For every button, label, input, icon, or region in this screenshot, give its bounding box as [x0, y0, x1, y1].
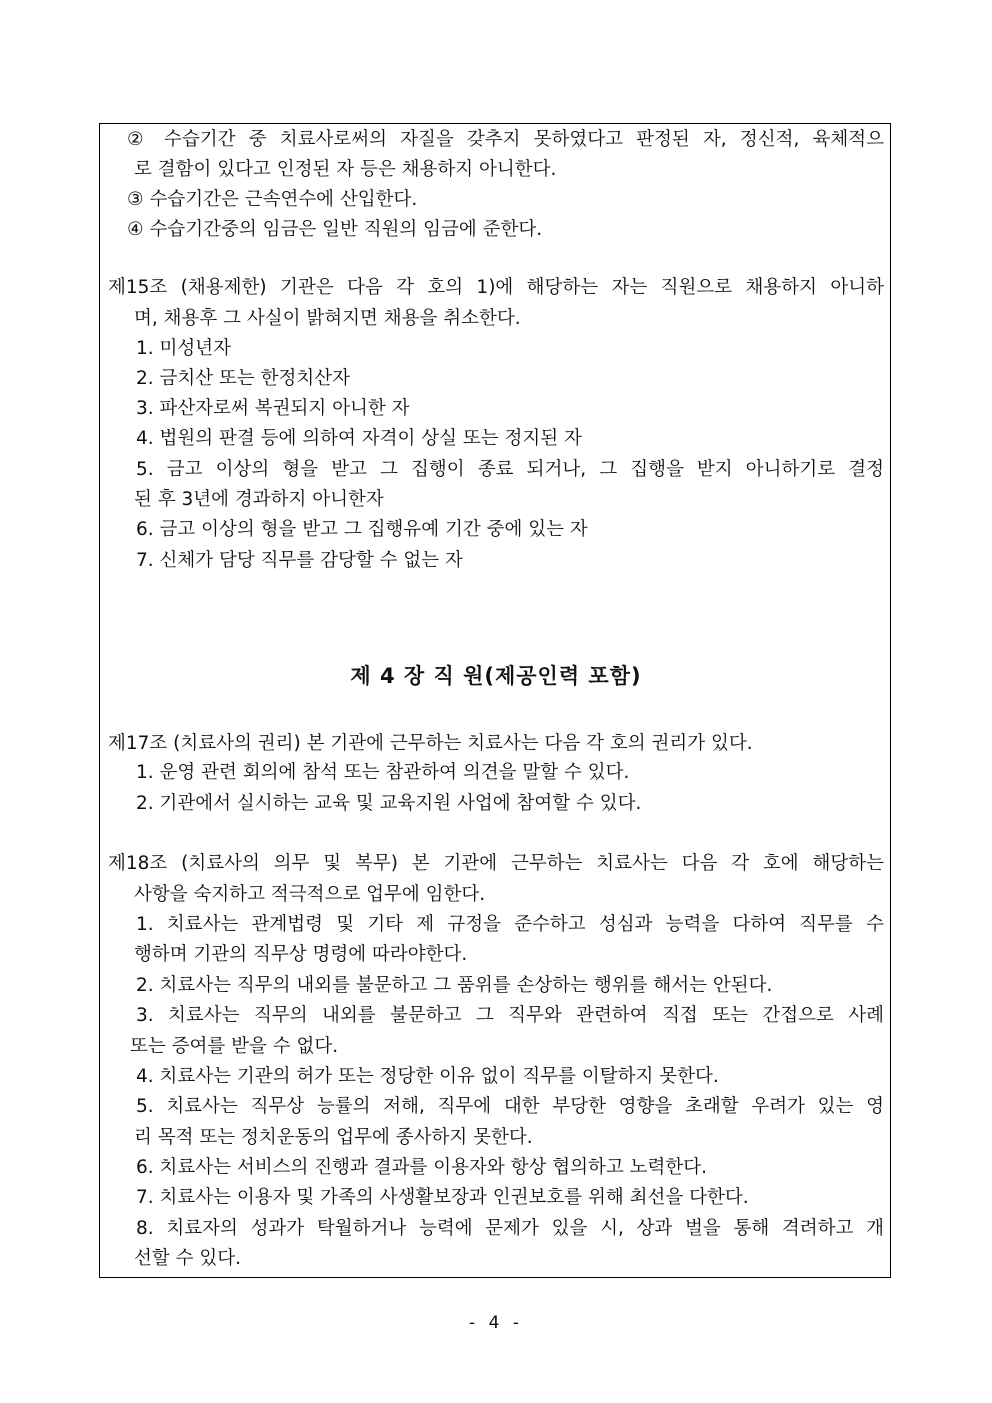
- article-18-title-line1: 제18조 (치료사의 의무 및 복무) 본 기관에 근무하는 치료사는 다음 각 호에 해당하는: [108, 853, 884, 874]
- article-18-item-3-line1: 3. 치료사는 직무의 내외를 불문하고 그 직무와 관련하여 직접 또는 간접으로 사례: [136, 1005, 884, 1026]
- chapter-heading: 제 4 장 직 원(제공인력 포함): [350, 664, 642, 688]
- article-15-item-7: 7. 신체가 담당 직무를 감당할 수 없는 자: [136, 550, 463, 571]
- article-17-item-2: 2. 기관에서 실시하는 교육 및 교육지원 사업에 참여할 수 있다.: [136, 793, 642, 814]
- article-15-item-5-line1: 5. 금고 이상의 형을 받고 그 집행이 종료 되거나, 그 집행을 받지 아니하기로 결정: [136, 459, 884, 480]
- page-number: - 4 -: [469, 1313, 523, 1333]
- article-18-item-7: 7. 치료사는 이용자 및 가족의 사생활보장과 인권보호를 위해 최선을 다한다.: [136, 1187, 749, 1208]
- article-15-item-3: 3. 파산자로써 복권되지 아니한 자: [136, 398, 410, 419]
- article-15-item-2: 2. 금치산 또는 한정치산자: [136, 368, 351, 389]
- article-18-item-6: 6. 치료사는 서비스의 진행과 결과를 이용자와 항상 협의하고 노력한다.: [136, 1157, 707, 1178]
- article-18-item-4: 4. 치료사는 기관의 허가 또는 정당한 이유 없이 직무를 이탈하지 못한다.: [136, 1066, 719, 1087]
- article-14-item-4: ④ 수습기간중의 임금은 일반 직원의 임금에 준한다.: [127, 219, 543, 240]
- article-17-item-1: 1. 운영 관련 회의에 참석 또는 참관하여 의견을 말할 수 있다.: [136, 762, 630, 783]
- article-18-item-5-line2: 리 목적 또는 정치운동의 업무에 종사하지 못한다.: [134, 1127, 533, 1148]
- article-18-item-5-line1: 5. 치료사는 직무상 능률의 저해, 직무에 대한 부당한 영향을 초래할 우려가 있는 영: [136, 1096, 884, 1117]
- article-14-item-2-line1: ② 수습기간 중 치료사로써의 자질을 갖추지 못하였다고 판정된 자, 정신적, 육체적으: [127, 129, 884, 150]
- article-14-item-2-line2: 로 결함이 있다고 인정된 자 등은 채용하지 아니한다.: [134, 159, 557, 180]
- article-18-item-2: 2. 치료사는 직무의 내외를 불문하고 그 품위를 손상하는 행위를 해서는 안된다.: [136, 975, 773, 996]
- article-14-item-3: ③ 수습기간은 근속연수에 산입한다.: [127, 189, 418, 210]
- article-18-item-8-line1: 8. 치료자의 성과가 탁월하거나 능력에 문제가 있을 시, 상과 벌을 통해 격려하고 개: [136, 1218, 884, 1239]
- article-18-item-3-line2: 또는 증여를 받을 수 없다.: [130, 1036, 339, 1057]
- article-15-title-line2: 며, 채용후 그 사실이 밝혀지면 채용을 취소한다.: [134, 308, 521, 329]
- article-18-item-1-line1: 1. 치료사는 관계법령 및 기타 제 규정을 준수하고 성심과 능력을 다하여 직무를 수: [136, 914, 884, 935]
- article-15-item-4: 4. 법원의 판결 등에 의하여 자격이 상실 또는 정지된 자: [136, 428, 582, 449]
- article-18-item-8-line2: 선할 수 있다.: [134, 1248, 241, 1269]
- article-15-item-6: 6. 금고 이상의 형을 받고 그 집행유예 기간 중에 있는 자: [136, 519, 588, 540]
- article-18-item-1-line2: 행하며 기관의 직무상 명령에 따라야한다.: [134, 944, 468, 965]
- article-15-item-5-line2: 된 후 3년에 경과하지 아니한자: [134, 489, 384, 510]
- article-18-title-line2: 사항을 숙지하고 적극적으로 업무에 임한다.: [134, 884, 486, 905]
- article-15-title-line1: 제15조 (채용제한) 기관은 다음 각 호의 1)에 해당하는 자는 직원으로 채용하지 아니하: [108, 277, 884, 298]
- article-17-title: 제17조 (치료사의 권리) 본 기관에 근무하는 치료사는 다음 각 호의 권리가 있다.: [108, 733, 753, 754]
- article-15-item-1: 1. 미성년자: [136, 338, 232, 359]
